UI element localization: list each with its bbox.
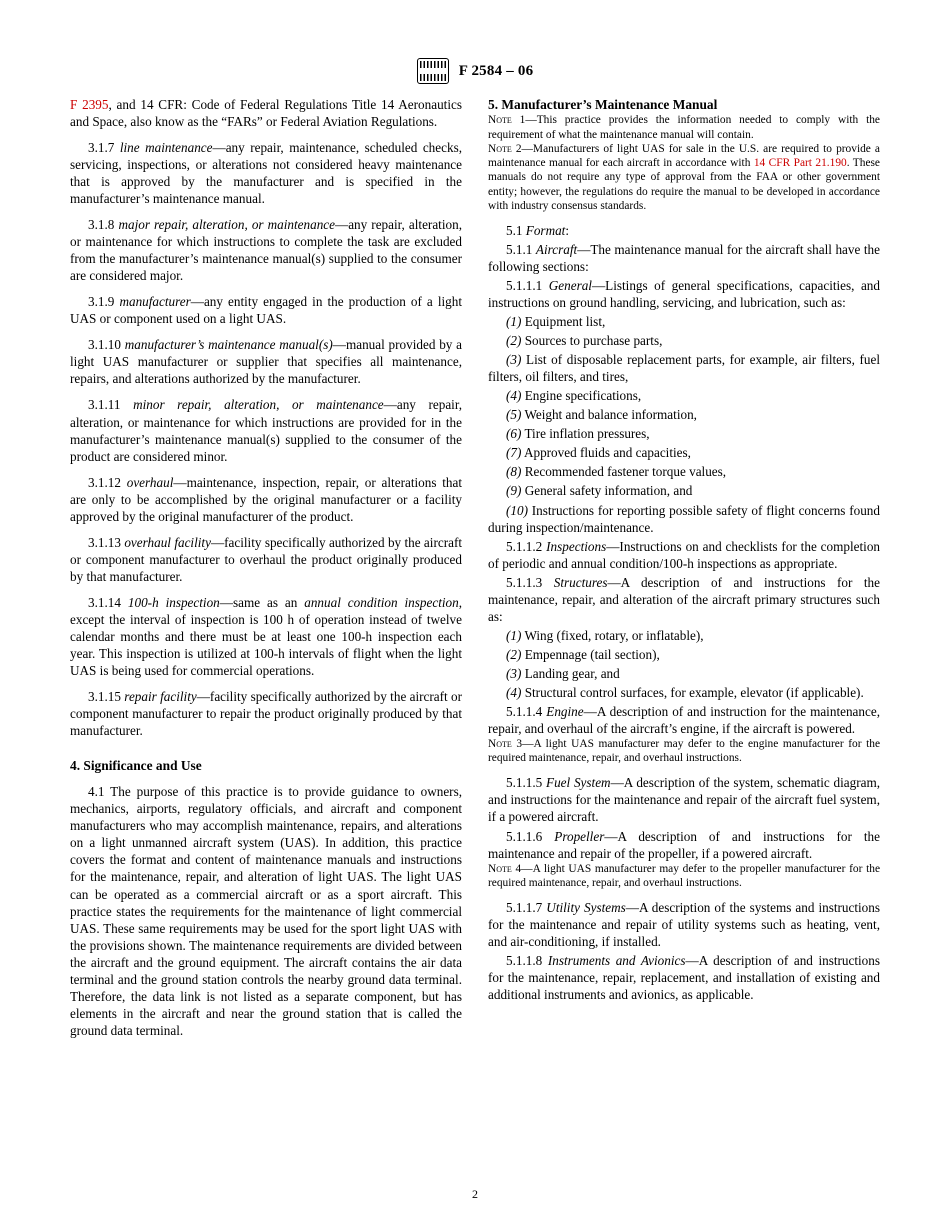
note-text: 1—This practice provides the information needed to comply with the requirement of what the maintenance manual will contain.	[488, 114, 880, 141]
paragraph-number: 5.1.1	[506, 242, 533, 258]
paragraph-3-1-12	[70, 474, 462, 525]
list-item-text: Weight and balance information,	[521, 407, 697, 423]
note-label: Note	[488, 114, 512, 127]
paragraph-number: 5.1.1.7	[506, 900, 543, 916]
list-item-text: Recommended fastener torque values,	[521, 464, 727, 480]
paragraph-text: —Listings of general specifications, capacities, and instructions on ground handling, servicing, and lubrication, such as:	[488, 278, 880, 311]
paragraph-text: —A description of and instruction for the maintenance, repair, and overhaul of the aircraft’s engine, if the aircraft is powered.	[488, 703, 881, 736]
list-item-number: (1)	[506, 314, 522, 330]
paragraph-text: —A description of the system, schematic diagram, and instructions for the maintenance and repair of the aircraft fuel system, if a powered aircraft.	[488, 775, 880, 825]
list-item-number: (6)	[506, 426, 522, 442]
document-id: F 2584 – 06	[458, 62, 534, 79]
list-item-general-7	[488, 444, 880, 461]
paragraph-5-1-1-7	[488, 899, 880, 950]
paragraph-3-1-9	[70, 293, 462, 327]
list-item-text: List of disposable replacement parts, for example, air filters, fuel filters, oil filters, and tires,	[488, 352, 880, 385]
defined-term: 100-h inspection	[127, 594, 220, 610]
note-3	[488, 737, 880, 766]
note-label: Note	[488, 862, 512, 875]
paragraph-3-1-13	[70, 534, 462, 585]
paragraph-text: —A description of the systems and instructions for the maintenance and repair of utility systems such as heating, vent, and air-conditioning, if installed.	[488, 900, 880, 950]
note-label: Note	[488, 737, 512, 750]
defined-term: overhaul facility	[124, 534, 211, 550]
list-item-text: Equipment list,	[521, 314, 606, 330]
list-item-general-4	[488, 387, 880, 404]
paragraph-intro-text: , and 14 CFR: Code of Federal Regulations Title 14 Aeronautics and Space, also know as the “FARs” or Federal Aviation Regulations.	[70, 97, 462, 130]
paragraph-number: 5.1.1.8	[506, 953, 543, 969]
list-item-number: (9)	[506, 483, 522, 499]
defined-term: overhaul	[126, 474, 174, 490]
paragraph-number: 5.1.1.6	[506, 828, 543, 844]
paragraph-number: 3.1.8	[88, 217, 115, 233]
paragraph-3-1-8	[70, 216, 462, 284]
defined-term: line maintenance	[119, 140, 213, 156]
paragraph-5-1-1-2	[488, 538, 880, 572]
paragraph-text: —A description of and instructions for the maintenance, repair, replacement, and installation of existing and additional instruments and avionics, as applicable.	[488, 953, 881, 1003]
paragraph-5-1-1	[488, 241, 880, 275]
paragraph-text-continued: , except the interval of inspection is 100 h of operation instead of twelve calendar months and there must be at least one 100-h inspection each year. This inspection is utilized at 100-h intervals of flight when the light UAS is being used for commercial operations.	[70, 594, 463, 678]
list-item-general-10	[488, 502, 880, 536]
list-item-text: General safety information, and	[521, 483, 693, 499]
list-item-general-2	[488, 332, 880, 349]
defined-term: major repair, alteration, or maintenance	[118, 217, 335, 233]
paragraph-number: 5.1.1.2	[506, 538, 543, 554]
paragraph-5-1-1-5	[488, 774, 880, 825]
list-item-structures-3	[488, 665, 880, 682]
list-item-text: Tire inflation pressures,	[521, 426, 650, 442]
paragraph-text: —A description of and instructions for the maintenance, repair, and alteration of the aircraft primary structures such as:	[488, 574, 880, 624]
note-1	[488, 113, 880, 142]
list-item-number: (2)	[506, 646, 522, 662]
paragraph-text: —Instructions on and checklists for the completion of periodic and annual condition/100-h inspections as appropriate.	[488, 538, 881, 571]
list-item-general-6	[488, 425, 880, 442]
list-item-number: (5)	[506, 407, 522, 423]
list-item-text: Sources to purchase parts,	[521, 333, 663, 349]
paragraph-number: 5.1.1.4	[506, 703, 543, 719]
list-item-general-3	[488, 351, 880, 385]
defined-term: manufacturer’s maintenance manual(s)	[124, 337, 333, 353]
paragraph-text: —manual provided by a light UAS manufacturer or supplier that specifies all maintenance, repairs, and alterations authorized by the manufacturer.	[70, 337, 462, 387]
paragraph-text: —facility specifically authorized by the aircraft or component manufacturer to repair the product originally produced by that manufacturer.	[70, 688, 462, 738]
note-2	[488, 142, 880, 213]
paragraph-text: :	[565, 223, 570, 239]
paragraph-number: 3.1.13	[88, 534, 121, 550]
defined-term: minor repair, alteration, or maintenance	[133, 397, 384, 413]
note-text-continued: . These manuals do not require any type of approval from the FAA or other government entity; however, the regulations do require the manual to be developed in accordance with industry consensus standards.	[488, 157, 880, 212]
paragraph-number: 3.1.7	[88, 140, 115, 156]
paragraph-number: 3.1.10	[88, 337, 121, 353]
paragraph-text: —maintenance, inspection, repair, or alterations that are only to be accomplished by the original manufacturer or a facility approved by the original manufacturer of the product.	[70, 474, 462, 524]
page-number: 2	[472, 1187, 478, 1201]
paragraph-number: 5.1	[506, 223, 523, 239]
two-column-body	[70, 96, 880, 1039]
paragraph-text: —A description of and instructions for the maintenance and repair of the propeller, if a powered aircraft.	[488, 828, 881, 861]
paragraph-text: —any repair, alteration, or maintenance for which instructions to complete the task are excluded from the manufacturer’s maintenance manual(s) supplied to the consumer are considered major.	[70, 217, 462, 284]
heading-section-4: 4. Significance and Use	[70, 758, 202, 774]
paragraph-3-1-10	[70, 336, 462, 387]
list-item-text: Empennage (tail section),	[521, 646, 660, 662]
astm-logo-icon	[417, 58, 449, 84]
paragraph-number: 3.1.15	[88, 688, 121, 704]
defined-term: Propeller	[554, 828, 605, 844]
paragraph-4-1: 4.1 The purpose of this practice is to provide guidance to owners, mechanics, airports, regulatory officials, and aircraft and component manufacturers who may accomplish maintenance, repairs, and alterations on a light unmanned aircraft system (UAS). In addition, this practice covers the format and content of maintenance manuals and instructions for the maintenance, repair, and alteration of light UAS. The light UAS can be operated as a commercial aircraft or as a sport aircraft. This practice states the requirements for the maintenance of light commercial UAS. These same requirements may be used for the sport light UAS with the provisions shown. The maintenance requirements are divided between the aircraft and the ground equipment. The aircraft contains the air data terminal and the ground station controls the nearby ground data terminal. Therefore, the data link is not listed as a separate component, but has elements in the aircraft and near the ground station that is called the ground data terminal.	[70, 784, 462, 1038]
paragraph-5-1-1-3	[488, 574, 880, 625]
paragraph-text: —any repair, maintenance, scheduled checks, servicing, inspections, or alterations not considered heavy maintenance that is approved by the manufacturer and is specified in the manufacturer’s maintenance manual.	[70, 140, 462, 207]
list-item-general-5	[488, 406, 880, 423]
paragraph-5-1	[488, 222, 880, 239]
list-item-structures-4	[488, 684, 880, 701]
paragraph-number: 3.1.9	[88, 294, 115, 310]
paragraph-5-1-1-8	[488, 952, 880, 1003]
paragraph-3-1-14	[70, 594, 462, 679]
paragraph-number: 5.1.1.5	[506, 775, 543, 791]
paragraph-number: 3.1.12	[88, 474, 121, 490]
list-item-number: (4)	[506, 388, 522, 404]
defined-term: Structures	[553, 574, 608, 590]
list-item-text: Approved fluids and capacities,	[521, 445, 691, 461]
paragraph-5-1-1-4	[488, 703, 880, 737]
paragraph-number: 3.1.11	[88, 397, 121, 413]
list-item-text: Instructions for reporting possible safety of flight concerns found during inspection/maintenance.	[488, 502, 880, 535]
reference-link-14cfr21190[interactable]: 14 CFR Part 21.190	[753, 157, 847, 170]
right-column	[488, 96, 880, 1039]
defined-term: Engine	[546, 703, 584, 719]
note-text: 4—A light UAS manufacturer may defer to the propeller manufacturer for the required maintenance, repair, and overhaul instructions.	[488, 862, 880, 889]
heading-section-5: 5. Manufacturer’s Maintenance Manual	[488, 97, 718, 112]
list-item-number: (4)	[506, 684, 522, 700]
paragraph-intro	[70, 96, 462, 130]
paragraph-text: —facility specifically authorized by the aircraft or component manufacturer to overhaul the product originally produced by that manufacturer.	[70, 534, 462, 584]
paragraph-5-1-1-6	[488, 828, 880, 862]
note-4	[488, 862, 880, 891]
list-item-text: Structural control surfaces, for example, elevator (if applicable).	[521, 684, 864, 700]
paragraph-5-1-1-1	[488, 277, 880, 311]
defined-term: Utility Systems	[546, 900, 626, 916]
defined-term: Instruments and Avionics	[547, 953, 686, 969]
note-label: Note	[488, 142, 512, 155]
note-text: 2—Manufacturers of light UAS for sale in the U.S. are required to provide a maintenance manual for each aircraft in accordance with	[488, 142, 880, 170]
paragraph-3-1-11	[70, 396, 462, 464]
paragraph-3-1-15	[70, 688, 462, 739]
list-item-structures-2	[488, 646, 880, 663]
defined-term: General	[548, 278, 592, 294]
list-item-general-8	[488, 463, 880, 480]
list-item-number: (3)	[506, 352, 522, 368]
defined-term: manufacturer	[119, 294, 191, 310]
list-item-number: (2)	[506, 333, 522, 349]
defined-term: repair facility	[124, 688, 197, 704]
reference-link-f2395[interactable]: F 2395	[70, 97, 109, 112]
defined-term: Fuel System	[546, 775, 611, 791]
paragraph-text: —same as an	[219, 594, 305, 610]
defined-term: Aircraft	[535, 242, 578, 258]
defined-term: Inspections	[546, 538, 607, 554]
paragraph-text: —any repair, alteration, or maintenance for which instructions are provided for in the manufacturer’s maintenance manual(s) supplied to the consumer of the product are considered minor.	[70, 397, 463, 464]
list-item-number: (1)	[506, 627, 522, 643]
list-item-number: (3)	[506, 665, 522, 681]
paragraph-number: 5.1.1.1	[506, 278, 543, 294]
defined-term-secondary: annual condition inspection	[304, 594, 459, 610]
page-header	[0, 58, 950, 86]
list-item-text: Landing gear, and	[521, 665, 620, 681]
note-text: 3—A light UAS manufacturer may defer to the engine manufacturer for the required maintenance, repair, and overhaul instructions.	[488, 737, 880, 765]
list-item-text: Engine specifications,	[521, 388, 642, 404]
left-column	[70, 96, 462, 1039]
paragraph-number: 5.1.1.3	[506, 574, 543, 590]
list-item-number: (7)	[506, 445, 522, 461]
list-item-number: (8)	[506, 464, 522, 480]
list-item-general-9	[488, 482, 880, 499]
list-item-structures-1	[488, 627, 880, 644]
defined-term: Format	[525, 223, 566, 239]
list-item-general-1	[488, 313, 880, 330]
list-item-text: Wing (fixed, rotary, or inflatable),	[521, 627, 704, 643]
list-item-number: (10)	[506, 502, 528, 518]
paragraph-text: —The maintenance manual for the aircraft shall have the following sections:	[488, 242, 880, 275]
paragraph-3-1-7	[70, 139, 462, 207]
paragraph-text: —any entity engaged in the production of a light UAS or component used on a light UAS.	[70, 294, 463, 327]
paragraph-number: 3.1.14	[88, 594, 121, 610]
